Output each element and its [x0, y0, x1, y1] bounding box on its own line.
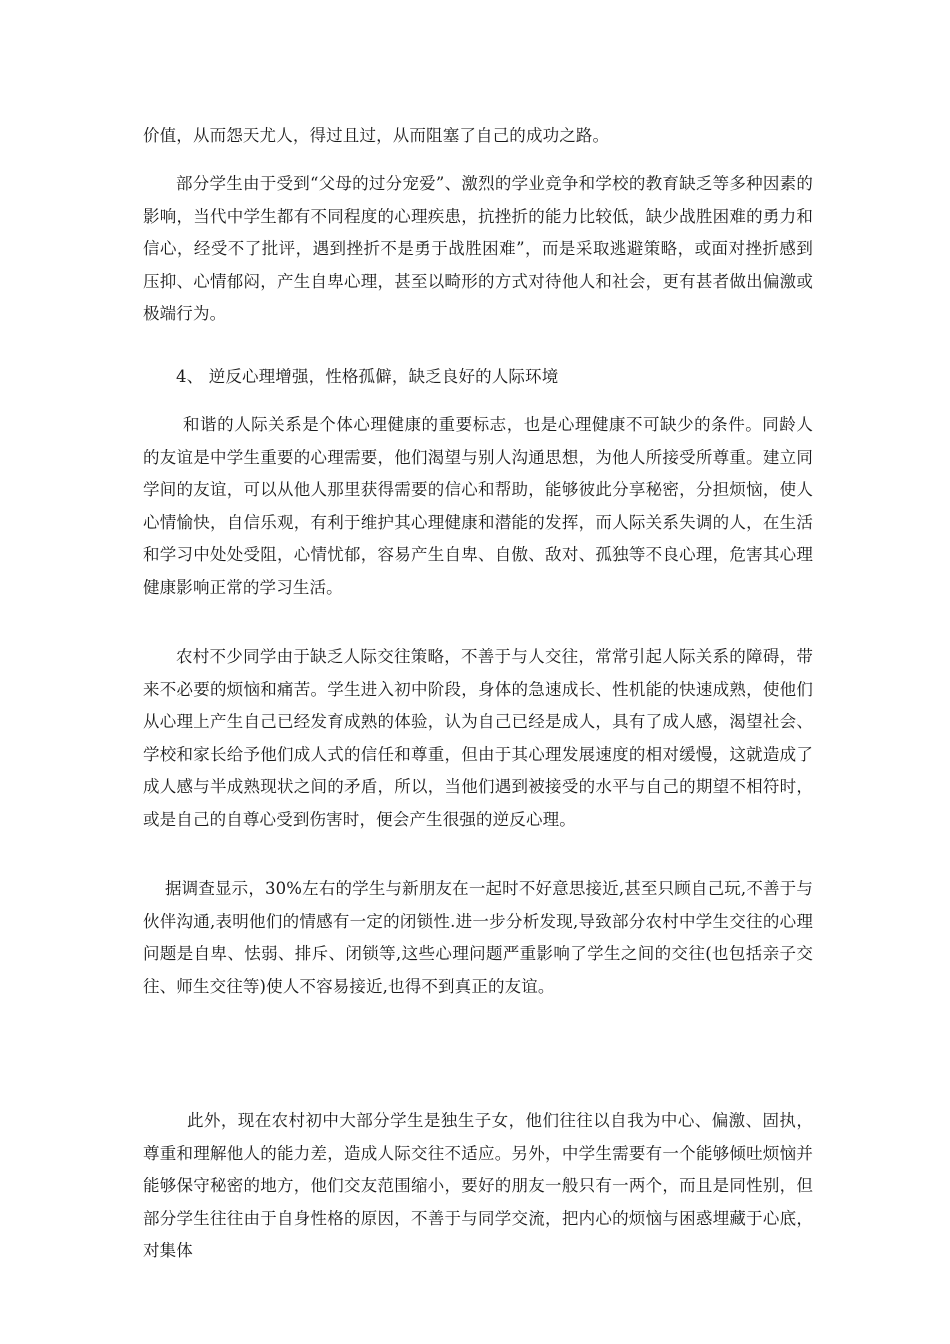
section-heading-4: 4、 逆反心理增强，性格孤僻，缺乏良好的人际环境 [176, 367, 559, 386]
paragraph-survey: 据调查显示，30%左右的学生与新朋友在一起时不好意思接近,甚至只顾自己玩,不善于与伙伴沟通,表明他们的情感有一定的闭锁性.进一步分析发现,导致部分农村中学生交往的心理问题是自卑、怯弱、排斥、闭锁等,这些心理问题严重影响了学生之间的交往(也包括亲子交往、师生交往等)使人不容易接近,也得不到真正的友谊。 [143, 879, 813, 996]
paragraph-relationships: 和谐的人际关系是个体心理健康的重要标志，也是心理健康不可缺少的条件。同龄人的友谊是中学生重要的心理需要，他们渴望与别人沟通思想，为他人所接受所尊重。建立同学间的友谊，可以从他人那里获得需要的信心和帮助，能够彼此分享秘密，分担烦恼，使人心情愉快，自信乐观，有利于维护其心理健康和潜能的发挥，而人际关系失调的人，在生活和学习中处处受阻，心情忧郁，容易产生自卑、自傲、敌对、孤独等不良心理，危害其心理健康影响正常的学习生活。 [143, 415, 813, 597]
paragraph-continuation: 价值，从而怨天尤人，得过且过，从而阻塞了自己的成功之路。 [143, 126, 610, 145]
paragraph-only-children: 此外，现在农村初中大部分学生是独生子女，他们往往以自我为中心、偏激、固执，尊重和理解他人的能力差，造成人际交往不适应。另外，中学生需要有一个能够倾吐烦恼并能够保守秘密的地方，他们交友范围缩小，要好的朋友一般只有一两个，而且是同性别，但部分学生往往由于自身性格的原因，不善于与同学交流，把内心的烦恼与困惑埋藏于心底，对集体 [143, 1111, 813, 1260]
paragraph-rural-students: 农村不少同学由于缺乏人际交往策略，不善于与人交往，常常引起人际关系的障碍，带来不必要的烦恼和痛苦。学生进入初中阶段，身体的急速成长、性机能的快速成熟，使他们从心理上产生自己已经发育成熟的体验，认为自己已经是成人，具有了成人感，渴望社会、学校和家长给予他们成人式的信任和尊重，但由于其心理发展速度的相对缓慢，这就造成了成人感与半成熟现状之间的矛盾，所以，当他们遇到被接受的水平与自己的期望不相符时，或是自己的自尊心受到伤害时，便会产生很强的逆反心理。 [143, 647, 813, 829]
paragraph-frustration: 部分学生由于受到“父母的过分宠爱”、激烈的学业竞争和学校的教育缺乏等多种因素的影响，当代中学生都有不同程度的心理疾患，抗挫折的能力比较低，缺少战胜困难的勇力和信心，经受不了批评，遇到挫折不是勇于战胜困难”，而是采取逃避策略，或面对挫折感到压抑、心情郁闷，产生自卑心理，甚至以畸形的方式对待他人和社会，更有甚者做出偏激或极端行为。 [143, 174, 813, 323]
